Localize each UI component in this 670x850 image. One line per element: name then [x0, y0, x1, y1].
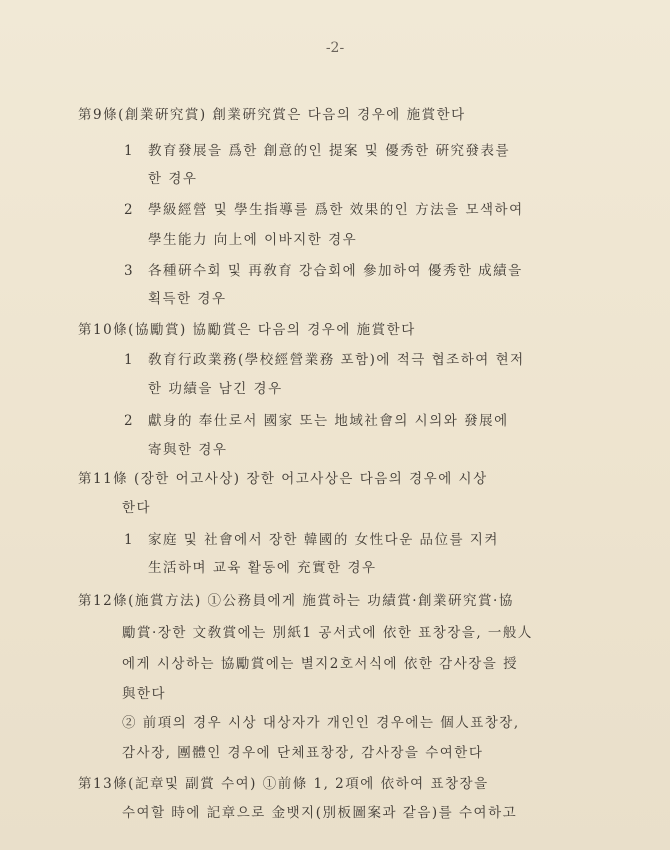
item-text: 各種硏수회 및 再敎育 강습회에 參加하여 優秀한 成績을 — [148, 263, 523, 279]
list-item — [124, 528, 499, 548]
item-number: 3 — [124, 263, 135, 279]
item-text: 家庭 및 社會에서 장한 韓國的 女性다운 品位를 지켜 — [148, 532, 499, 548]
list-item — [124, 198, 524, 218]
list-item — [124, 139, 510, 159]
heading-continuation: 한다 — [122, 500, 152, 516]
item-continuation: 한 경우 — [148, 171, 198, 187]
page-number: -2- — [325, 40, 345, 56]
paragraph-line: 勵賞·장한 文敎賞에는 別紙1 공서式에 依한 표창장을, 一般人 — [122, 625, 533, 641]
article-13-heading: 第13條(記章및 副賞 수여) ①前條 1, 2項에 依하여 표창장을 — [78, 776, 489, 792]
paragraph-line: 與한다 — [122, 686, 167, 702]
article-10-heading: 第10條(協勵賞) 協勵賞은 다음의 경우에 施賞한다 — [78, 322, 416, 338]
item-number: 2 — [124, 413, 135, 429]
item-number: 2 — [124, 202, 135, 218]
item-text: 敎育行政業務(學校經營業務 포함)에 적극 협조하여 현저 — [148, 352, 525, 368]
item-number: 1 — [124, 143, 135, 159]
item-continuation: 學生能力 向上에 이바지한 경우 — [148, 232, 358, 248]
paragraph-line: ② 前項의 경우 시상 대상자가 개인인 경우에는 個人표창장, — [122, 715, 520, 731]
item-number: 1 — [124, 352, 135, 368]
item-continuation: 寄與한 경우 — [148, 442, 228, 458]
article-11-heading: 第11條 (장한 어고사상) 장한 어고사상은 다음의 경우에 시상 — [78, 471, 488, 487]
item-text: 獻身的 奉仕로서 國家 또는 地域社會의 시의와 發展에 — [148, 413, 509, 429]
list-item — [124, 259, 523, 279]
paragraph-line: 에게 시상하는 協勵賞에는 별지2호서식에 依한 감사장을 授 — [122, 656, 519, 672]
paragraph-line: 감사장, 團體인 경우에 단체표창장, 감사장을 수여한다 — [122, 745, 484, 761]
list-item — [124, 409, 509, 429]
item-text: 學級經營 및 學生指導를 爲한 效果的인 方法을 모색하여 — [148, 202, 524, 218]
article-9-heading: 第9條(創業硏究賞) 創業硏究賞은 다음의 경우에 施賞한다 — [78, 107, 466, 123]
item-continuation: 生活하며 교육 활동에 充實한 경우 — [148, 560, 377, 576]
item-continuation: 획득한 경우 — [148, 291, 227, 307]
paragraph-line: 수여할 時에 記章으로 金뱃지(別板圖案과 같음)를 수여하고 — [122, 805, 518, 821]
item-text: 教育發展을 爲한 創意的인 提案 및 優秀한 硏究發表를 — [148, 143, 510, 159]
item-number: 1 — [124, 532, 135, 548]
list-item — [124, 348, 525, 368]
article-12-heading: 第12條(施賞方法) ①公務員에게 施賞하는 功績賞·創業硏究賞·協 — [78, 593, 514, 609]
item-continuation: 한 功績을 남긴 경우 — [148, 381, 283, 397]
